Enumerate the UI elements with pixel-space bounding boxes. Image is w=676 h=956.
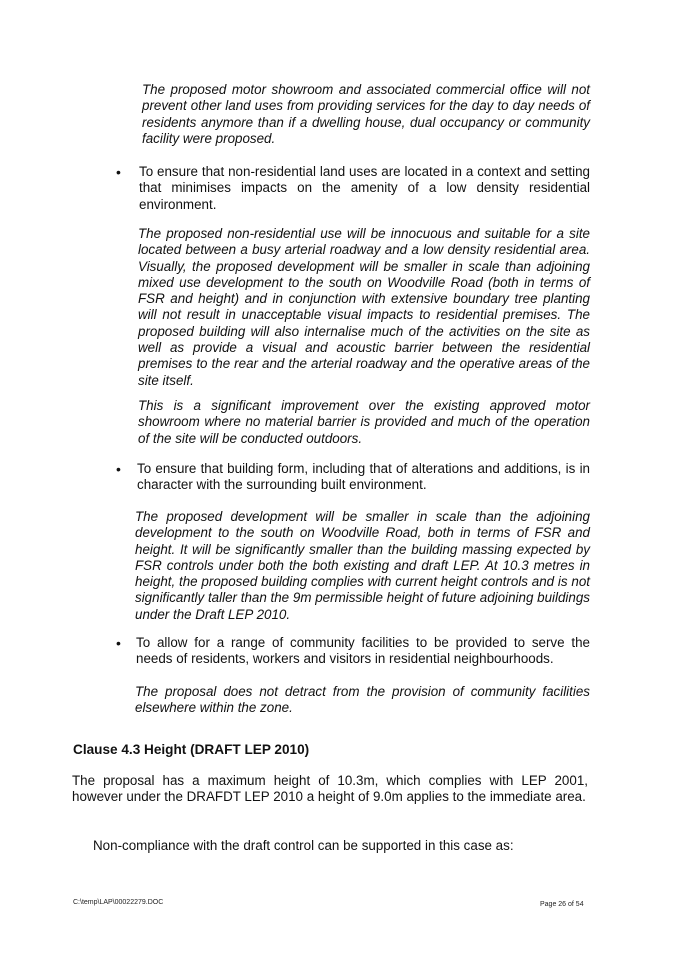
bullet-marker: •: [116, 164, 121, 180]
paragraph-community-facilities: The proposal does not detract from the provision of community facilities elsewhere within the zone.: [135, 684, 590, 716]
footer-file-path: C:\temp\LAP\00022279.DOC: [73, 899, 164, 906]
section-heading: Clause 4.3 Height (DRAFT LEP 2010): [73, 742, 310, 757]
bullet-objective-building-form: To ensure that building form, including that of alterations and additions, is in character with the surrounding built environment.: [137, 461, 590, 493]
bullet-marker: •: [116, 635, 121, 651]
paragraph-development-scale: The proposed development will be smaller in scale than the adjoining development to the south on Woodville Road, both in terms of FSR and height. It will be significantly smaller than the building massing expected by FSR controls under both the both existing and draft LEP. At 10.3 metres in height, the proposed building complies with current height controls and is not significantly taller than the 9m permissible height of future adjoining buildings under the Draft LEP 2010.: [135, 509, 590, 622]
paragraph-non-compliance: Non-compliance with the draft control can be supported in this case as:: [93, 838, 514, 853]
bullet-objective-amenity: To ensure that non-residential land uses are located in a context and setting that minimises impacts on the amenity of a low density residential environment.: [139, 164, 590, 212]
footer-page-number: Page 26 of 54: [540, 901, 584, 908]
paragraph-showroom-services: The proposed motor showroom and associated commercial office will not prevent other land uses from providing services for the day to day needs of residents anymore than if a dwelling house, dual occupancy or community facility were proposed.: [142, 82, 590, 146]
paragraph-non-residential-use: The proposed non-residential use will be innocuous and suitable for a site located between a busy arterial roadway and a low density residential area. Visually, the proposed development will be smaller in scale than adjoining mixed use development to the south on Woodville Road (both in terms of FSR and height) and in conjunction with extensive boundary tree planting will not result in unacceptable visual impacts to residential premises. The proposed building will also internalise much of the activities on the site as well as provide a visual and acoustic barrier between the residential premises to the rear and the arterial roadway and the operative areas of the site itself.: [138, 226, 590, 388]
bullet-objective-community: To allow for a range of community facilities to be provided to serve the needs of residents, workers and visitors in residential neighbourhoods.: [136, 635, 590, 667]
paragraph-height-compliance: The proposal has a maximum height of 10.3m, which complies with LEP 2001, however under the DRAFDT LEP 2010 a height of 9.0m applies to the immediate area.: [72, 773, 588, 805]
paragraph-improvement: This is a significant improvement over the existing approved motor showroom where no material barrier is provided and much of the operation of the site will be conducted outdoors.: [138, 398, 590, 446]
bullet-marker: •: [116, 461, 121, 477]
